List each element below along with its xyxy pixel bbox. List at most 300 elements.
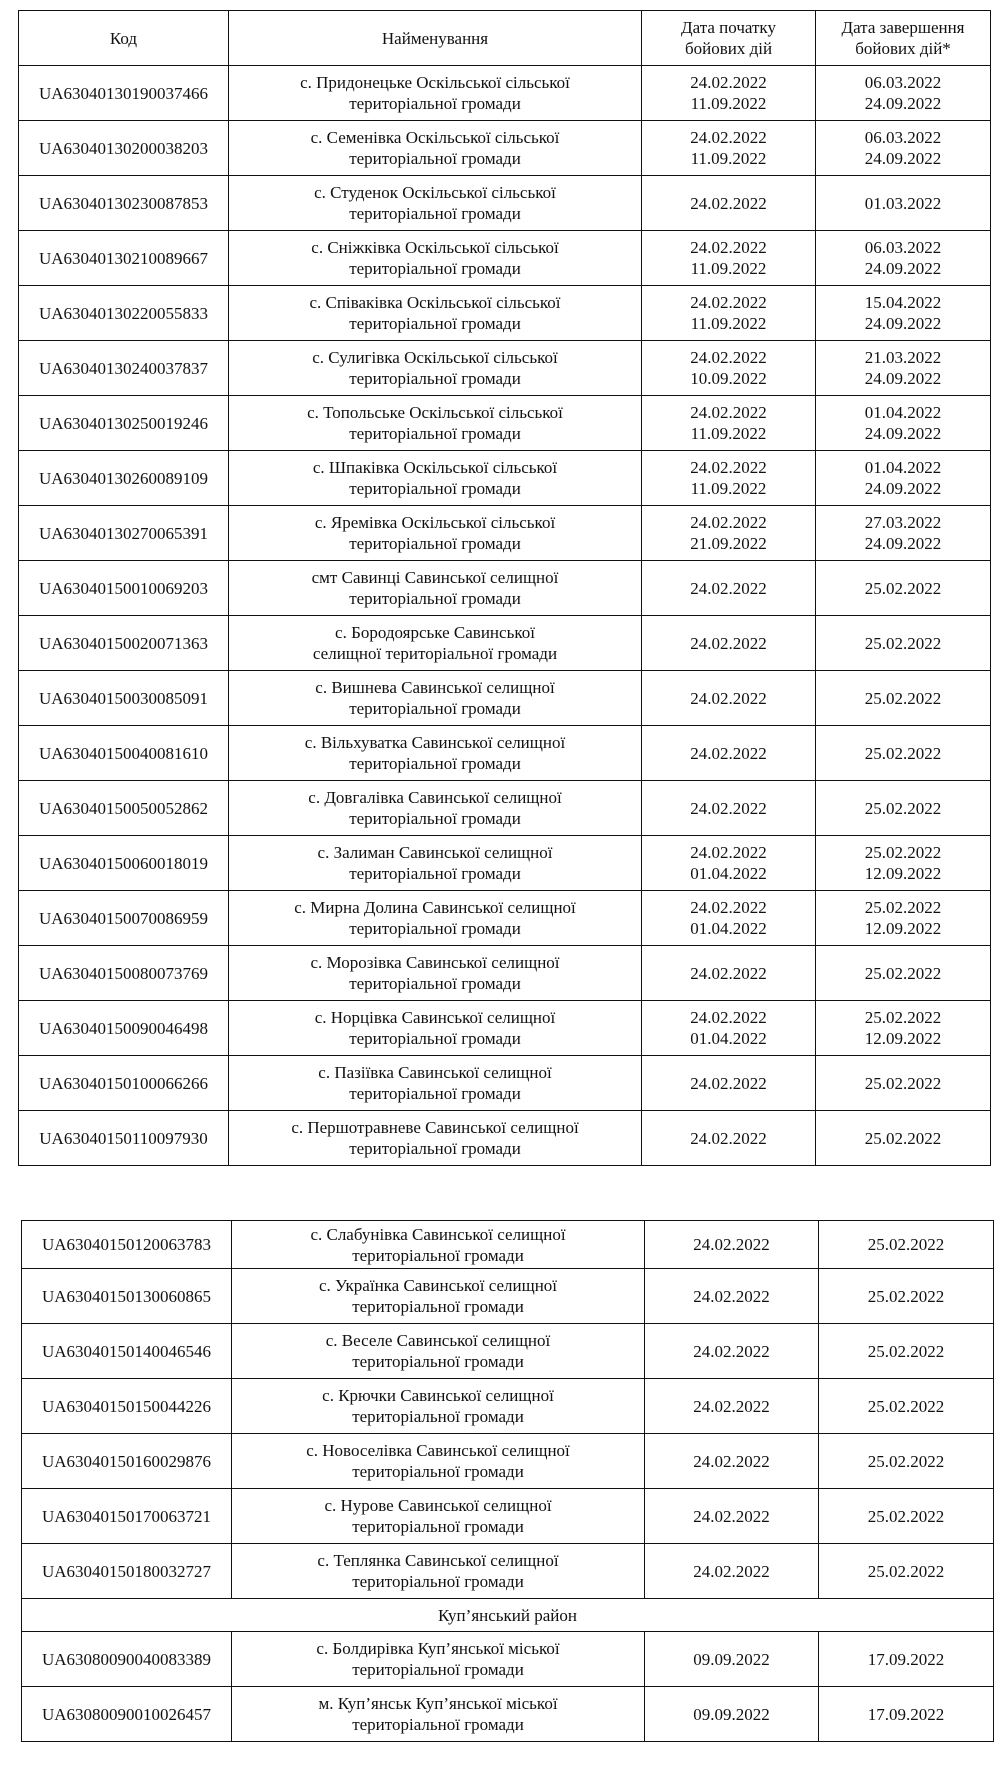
settlement-name-line1: с. Українка Савинської селищної	[318, 1276, 558, 1295]
start-date-cell	[642, 506, 816, 561]
end-date-1: 25.02.2022	[864, 1073, 942, 1093]
end-date-1: 01.04.2022	[864, 403, 942, 422]
end-date-cell	[819, 1434, 994, 1489]
name-cell	[229, 671, 642, 726]
start-date-1: 24.02.2022	[690, 348, 767, 367]
code-cell	[22, 1687, 232, 1742]
table-row	[19, 66, 991, 121]
start-date-2: 01.04.2022	[690, 864, 767, 883]
start-date-cell	[642, 671, 816, 726]
settlement-code: UA63040150040081610	[38, 743, 209, 763]
code-cell	[22, 1489, 232, 1544]
start-date-cell	[642, 836, 816, 891]
start-date-cell	[642, 396, 816, 451]
header-name	[229, 11, 642, 66]
end-date-1: 25.02.2022	[864, 963, 942, 983]
start-date-cell	[642, 66, 816, 121]
start-date-1: 24.02.2022	[690, 963, 767, 983]
header-start-date	[642, 11, 816, 66]
end-date-cell	[816, 341, 991, 396]
code-cell	[19, 506, 229, 561]
settlement-name-line1: с. Норцівка Савинської селищної	[314, 1008, 556, 1027]
start-date-1: 24.02.2022	[690, 458, 767, 477]
table-row	[22, 1269, 994, 1324]
settlement-code: UA63080090040083389	[41, 1649, 212, 1669]
end-date-1: 25.02.2022	[867, 1561, 945, 1581]
start-date-1: 24.02.2022	[693, 1235, 770, 1254]
start-date-cell	[645, 1379, 819, 1434]
table-row	[19, 836, 991, 891]
end-date-1: 25.02.2022	[864, 633, 942, 653]
start-date-1: 24.02.2022	[690, 513, 767, 532]
end-date-1: 17.09.2022	[867, 1649, 945, 1669]
start-date-1: 24.02.2022	[690, 193, 767, 213]
end-date-cell	[816, 671, 991, 726]
end-date-2: 12.09.2022	[864, 864, 942, 883]
settlement-name-line2: територіальної громади	[349, 259, 521, 278]
start-date-cell	[642, 176, 816, 231]
end-date-cell	[816, 1111, 991, 1166]
end-date-1: 17.09.2022	[867, 1704, 945, 1724]
settlement-name-line1: с. Придонецьке Оскільської сільської	[300, 73, 570, 92]
name-cell	[229, 1111, 642, 1166]
code-cell	[19, 616, 229, 671]
end-date-2: 24.09.2022	[864, 424, 942, 443]
end-date-cell	[816, 176, 991, 231]
end-date-1: 25.02.2022	[864, 843, 942, 862]
start-date-2: 11.09.2022	[690, 479, 767, 498]
start-date-1: 24.02.2022	[693, 1341, 770, 1361]
table-row	[22, 1544, 994, 1599]
settlement-name-line2: територіальної громади	[352, 1517, 524, 1536]
settlement-code: UA63040150020071363	[38, 633, 209, 653]
code-cell	[19, 891, 229, 946]
start-date-2: 11.09.2022	[690, 149, 767, 168]
code-cell	[19, 396, 229, 451]
start-date-2: 11.09.2022	[690, 259, 767, 278]
start-date-1: 24.02.2022	[690, 403, 767, 422]
district-name: Куп’янський район	[438, 1605, 577, 1625]
code-cell	[19, 946, 229, 1001]
name-cell	[229, 451, 642, 506]
end-date-cell	[816, 506, 991, 561]
start-date-1: 24.02.2022	[690, 688, 767, 708]
start-date-1: 24.02.2022	[690, 898, 767, 917]
table-row	[19, 891, 991, 946]
settlement-code: UA63040130240037837	[38, 358, 209, 378]
settlement-name-line1: с. Яремівка Оскільської сільської	[314, 513, 556, 532]
end-date-cell	[816, 121, 991, 176]
end-date-1: 25.02.2022	[864, 578, 942, 598]
code-cell	[22, 1632, 232, 1687]
settlement-code: UA63040150180032727	[41, 1561, 212, 1581]
start-date-1: 24.02.2022	[690, 293, 767, 312]
name-cell	[232, 1632, 645, 1687]
table-row	[22, 1379, 994, 1434]
end-date-1: 21.03.2022	[864, 348, 942, 367]
settlement-name-line1: с. Топольське Оскільської сільської	[307, 403, 563, 422]
code-cell	[19, 1111, 229, 1166]
settlement-name-line1: с. Вишнева Савинської селищної	[315, 678, 555, 697]
settlement-code: UA63040130270065391	[38, 523, 209, 543]
end-date-2: 24.09.2022	[864, 149, 942, 168]
settlement-name-line1: с. Пазіївка Савинської селищної	[318, 1063, 552, 1082]
combat-dates-table-page-1	[18, 10, 991, 1166]
table-row	[19, 231, 991, 286]
start-date-1: 09.09.2022	[693, 1704, 770, 1724]
start-date-2: 10.09.2022	[690, 369, 767, 388]
end-date-cell	[816, 726, 991, 781]
start-date-1: 24.02.2022	[690, 578, 767, 598]
code-cell	[22, 1434, 232, 1489]
settlement-name-line2: територіальної громади	[352, 1245, 524, 1265]
start-date-1: 24.02.2022	[690, 73, 767, 92]
settlement-name-line2: територіальної громади	[349, 314, 521, 333]
name-cell	[229, 781, 642, 836]
settlement-code: UA63040130250019246	[38, 413, 209, 433]
end-date-1: 01.03.2022	[864, 193, 942, 213]
start-date-1: 24.02.2022	[693, 1451, 770, 1471]
name-cell	[232, 1324, 645, 1379]
code-cell	[19, 781, 229, 836]
end-date-1: 15.04.2022	[864, 293, 942, 312]
header-code	[19, 11, 229, 66]
end-date-1: 06.03.2022	[864, 128, 942, 147]
name-cell	[229, 726, 642, 781]
settlement-code: UA63040150120063783	[41, 1235, 212, 1254]
start-date-1: 24.02.2022	[690, 633, 767, 653]
settlement-name-line2: територіальної громади	[349, 369, 521, 388]
start-date-1: 24.02.2022	[690, 1008, 767, 1027]
settlement-name-line1: с. Залиман Савинської селищної	[317, 843, 553, 862]
name-cell	[232, 1221, 645, 1269]
end-date-2: 12.09.2022	[864, 1029, 942, 1048]
name-cell	[229, 341, 642, 396]
start-date-1: 24.02.2022	[690, 743, 767, 763]
settlement-name-line2: територіальної громади	[349, 1139, 521, 1158]
start-date-cell	[645, 1687, 819, 1742]
end-date-cell	[816, 946, 991, 1001]
end-date-2: 24.09.2022	[864, 369, 942, 388]
end-date-2: 24.09.2022	[864, 314, 942, 333]
start-date-cell	[642, 946, 816, 1001]
settlement-code: UA63040130220055833	[38, 303, 209, 323]
settlement-name-line1: с. Морозівка Савинської селищної	[310, 953, 560, 972]
settlement-code: UA63040150030085091	[38, 688, 209, 708]
header-start-line2: бойових дій	[684, 39, 773, 58]
settlement-name-line1: с. Веселе Савинської селищної	[325, 1331, 551, 1350]
table-row	[22, 1221, 994, 1269]
start-date-cell	[645, 1221, 819, 1269]
settlement-name-line2: територіальної громади	[349, 424, 521, 443]
name-cell	[229, 616, 642, 671]
settlement-name-line1: с. Співаківка Оскільської сільської	[309, 293, 561, 312]
start-date-cell	[642, 121, 816, 176]
end-date-1: 06.03.2022	[864, 238, 942, 257]
district-header-row	[22, 1599, 994, 1632]
end-date-2: 12.09.2022	[864, 919, 942, 938]
settlement-name-line1: с. Вільхуватка Савинської селищної	[304, 733, 566, 752]
settlement-name-line2: територіальної громади	[352, 1660, 524, 1679]
start-date-1: 24.02.2022	[690, 798, 767, 818]
header-end-date	[816, 11, 991, 66]
settlement-name-line1: с. Семенівка Оскільської сільської	[310, 128, 560, 147]
table-row	[19, 1056, 991, 1111]
code-cell	[22, 1544, 232, 1599]
name-cell	[232, 1434, 645, 1489]
settlement-name-line1: с. Крючки Савинської селищної	[322, 1386, 554, 1405]
start-date-cell	[642, 781, 816, 836]
table-row	[19, 781, 991, 836]
code-cell	[19, 1001, 229, 1056]
end-date-1: 25.02.2022	[864, 688, 942, 708]
end-date-1: 25.02.2022	[867, 1506, 945, 1526]
table-row	[19, 286, 991, 341]
start-date-cell	[642, 341, 816, 396]
settlement-name-line2: територіальної громади	[349, 94, 521, 113]
table-row	[19, 1001, 991, 1056]
start-date-cell	[642, 726, 816, 781]
name-cell	[229, 1056, 642, 1111]
name-cell	[232, 1544, 645, 1599]
name-cell	[232, 1489, 645, 1544]
settlement-name-line1: с. Нурове Савинської селищної	[324, 1496, 552, 1515]
start-date-cell	[642, 616, 816, 671]
settlement-code: UA63040150160029876	[41, 1451, 212, 1471]
settlement-name-line1: с. Теплянка Савинської селищної	[317, 1551, 559, 1570]
start-date-1: 24.02.2022	[690, 1073, 767, 1093]
name-cell	[229, 176, 642, 231]
settlement-name-line1: с. Мирна Долина Савинської селищної	[294, 898, 576, 917]
start-date-2: 01.04.2022	[690, 1029, 767, 1048]
name-cell	[229, 66, 642, 121]
start-date-1: 24.02.2022	[693, 1396, 770, 1416]
district-name-cell	[22, 1599, 994, 1632]
end-date-1: 25.02.2022	[864, 798, 942, 818]
end-date-1: 27.03.2022	[864, 513, 942, 532]
settlement-name-line2: територіальної громади	[349, 919, 521, 938]
settlement-name-line2: територіальної громади	[352, 1352, 524, 1371]
end-date-cell	[816, 561, 991, 616]
settlement-name-line2: територіальної громади	[349, 1029, 521, 1048]
name-cell	[229, 286, 642, 341]
start-date-cell	[642, 1056, 816, 1111]
table-row	[19, 616, 991, 671]
header-end-line2: бойових дій*	[855, 39, 951, 58]
name-cell	[232, 1687, 645, 1742]
combat-dates-table-page-2	[21, 1220, 994, 1742]
end-date-cell	[819, 1489, 994, 1544]
name-cell	[229, 506, 642, 561]
settlement-name-line1: с. Сніжківка Оскільської сільської	[311, 238, 559, 257]
settlement-name-line2: територіальної громади	[352, 1715, 524, 1734]
table-row	[19, 176, 991, 231]
start-date-cell	[645, 1544, 819, 1599]
settlement-name-line1: с. Сулигівка Оскільської сільської	[312, 348, 558, 367]
start-date-2: 11.09.2022	[690, 314, 767, 333]
start-date-1: 24.02.2022	[693, 1506, 770, 1526]
end-date-cell	[816, 66, 991, 121]
end-date-1: 25.02.2022	[867, 1235, 945, 1254]
district-rows-body	[22, 1632, 994, 1742]
name-cell	[232, 1379, 645, 1434]
settlement-name-line2: територіальної громади	[352, 1407, 524, 1426]
table-row	[19, 671, 991, 726]
start-date-1: 24.02.2022	[690, 843, 767, 862]
settlement-name-line2: територіальної громади	[349, 479, 521, 498]
start-date-cell	[642, 451, 816, 506]
start-date-cell	[642, 1001, 816, 1056]
settlement-name-line2: територіальної громади	[349, 1084, 521, 1103]
end-date-2: 24.09.2022	[864, 259, 942, 278]
table-row	[19, 506, 991, 561]
table-row	[19, 726, 991, 781]
table-row	[22, 1687, 994, 1742]
end-date-1: 25.02.2022	[864, 1008, 942, 1027]
table-row	[22, 1489, 994, 1544]
end-date-2: 24.09.2022	[864, 479, 942, 498]
table-row	[22, 1632, 994, 1687]
settlement-code: UA63080090010026457	[41, 1704, 212, 1724]
code-cell	[19, 836, 229, 891]
settlement-code: UA63040150170063721	[41, 1506, 212, 1526]
code-cell	[22, 1379, 232, 1434]
header-start-line1: Дата початку	[681, 18, 776, 37]
end-date-1: 25.02.2022	[864, 743, 942, 763]
start-date-1: 24.02.2022	[690, 128, 767, 147]
district-section	[22, 1599, 994, 1632]
start-date-2: 11.09.2022	[690, 424, 767, 443]
table-row	[19, 396, 991, 451]
name-cell	[229, 891, 642, 946]
settlement-code: UA63040130210089667	[38, 248, 209, 268]
table-1-body	[19, 66, 991, 1166]
header-code-label: Код	[109, 28, 138, 48]
settlement-name-line2: територіальної громади	[352, 1572, 524, 1591]
end-date-cell	[816, 1001, 991, 1056]
end-date-cell	[816, 1056, 991, 1111]
start-date-cell	[642, 231, 816, 286]
settlement-name-line1: с. Бородоярське Савинської	[335, 623, 535, 642]
end-date-cell	[819, 1687, 994, 1742]
end-date-cell	[819, 1632, 994, 1687]
end-date-1: 25.02.2022	[867, 1341, 945, 1361]
end-date-cell	[816, 451, 991, 506]
settlement-code: UA63040150070086959	[38, 908, 209, 928]
settlement-name-line1: с. Шпаківка Оскільської сільської	[312, 458, 558, 477]
start-date-cell	[642, 561, 816, 616]
settlement-name-line1: с. Довгалівка Савинської селищної	[308, 788, 562, 807]
settlement-code: UA63040150150044226	[41, 1396, 212, 1416]
settlement-code: UA63040130200038203	[38, 138, 209, 158]
settlement-code: UA63040150140046546	[41, 1341, 212, 1361]
start-date-1: 09.09.2022	[693, 1649, 770, 1669]
settlement-code: UA63040130230087853	[38, 193, 209, 213]
settlement-code: UA63040130260089109	[38, 468, 209, 488]
end-date-1: 25.02.2022	[864, 1128, 942, 1148]
end-date-1: 25.02.2022	[867, 1286, 945, 1306]
end-date-cell	[816, 891, 991, 946]
code-cell	[19, 726, 229, 781]
table-header-row	[19, 11, 991, 66]
name-cell	[229, 836, 642, 891]
end-date-cell	[816, 616, 991, 671]
settlement-name-line2: територіальної громади	[349, 149, 521, 168]
end-date-cell	[816, 286, 991, 341]
name-cell	[229, 396, 642, 451]
start-date-cell	[645, 1324, 819, 1379]
settlement-name-line2: територіальної громади	[349, 864, 521, 883]
start-date-2: 21.09.2022	[690, 534, 767, 553]
end-date-cell	[819, 1324, 994, 1379]
settlement-code: UA63040150060018019	[38, 853, 209, 873]
start-date-1: 24.02.2022	[690, 1128, 767, 1148]
table-row	[19, 1111, 991, 1166]
code-cell	[19, 561, 229, 616]
end-date-1: 25.02.2022	[864, 898, 942, 917]
settlement-code: UA63040150100066266	[38, 1073, 209, 1093]
name-cell	[229, 231, 642, 286]
settlement-name-line2: територіальної громади	[349, 204, 521, 223]
code-cell	[19, 1056, 229, 1111]
header-name-label: Найменування	[381, 28, 489, 48]
name-cell	[229, 1001, 642, 1056]
end-date-cell	[819, 1269, 994, 1324]
code-cell	[19, 286, 229, 341]
start-date-cell	[645, 1632, 819, 1687]
table-row	[19, 946, 991, 1001]
settlement-name-line1: с. Студенок Оскільської сільської	[314, 183, 556, 202]
settlement-code: UA63040150090046498	[38, 1018, 209, 1038]
code-cell	[22, 1324, 232, 1379]
code-cell	[19, 671, 229, 726]
end-date-cell	[816, 836, 991, 891]
end-date-1: 25.02.2022	[867, 1451, 945, 1471]
settlement-name-line1: с. Слабунівка Савинської селищної	[310, 1224, 566, 1244]
start-date-1: 24.02.2022	[693, 1561, 770, 1581]
end-date-cell	[816, 231, 991, 286]
name-cell	[229, 946, 642, 1001]
settlement-code: UA63040130190037466	[38, 83, 209, 103]
start-date-cell	[645, 1489, 819, 1544]
code-cell	[19, 451, 229, 506]
settlement-code: UA63040150110097930	[39, 1128, 208, 1148]
settlement-name-line2: територіальної громади	[352, 1462, 524, 1481]
end-date-cell	[819, 1221, 994, 1269]
table-row	[19, 121, 991, 176]
start-date-1: 24.02.2022	[690, 238, 767, 257]
header-end-line1: Дата завершення	[841, 18, 965, 37]
settlement-name-line2: територіальної громади	[349, 974, 521, 993]
end-date-2: 24.09.2022	[864, 94, 942, 113]
start-date-cell	[642, 1111, 816, 1166]
settlement-name-line2: територіальної громади	[349, 534, 521, 553]
table-2-body	[22, 1221, 994, 1599]
code-cell	[22, 1221, 232, 1269]
end-date-cell	[816, 781, 991, 836]
end-date-cell	[819, 1544, 994, 1599]
end-date-2: 24.09.2022	[864, 534, 942, 553]
name-cell	[229, 121, 642, 176]
settlement-name-line2: територіальної громади	[349, 809, 521, 828]
start-date-cell	[642, 286, 816, 341]
start-date-cell	[642, 891, 816, 946]
end-date-cell	[816, 396, 991, 451]
code-cell	[19, 231, 229, 286]
start-date-cell	[645, 1434, 819, 1489]
start-date-2: 01.04.2022	[690, 919, 767, 938]
table-row	[22, 1434, 994, 1489]
